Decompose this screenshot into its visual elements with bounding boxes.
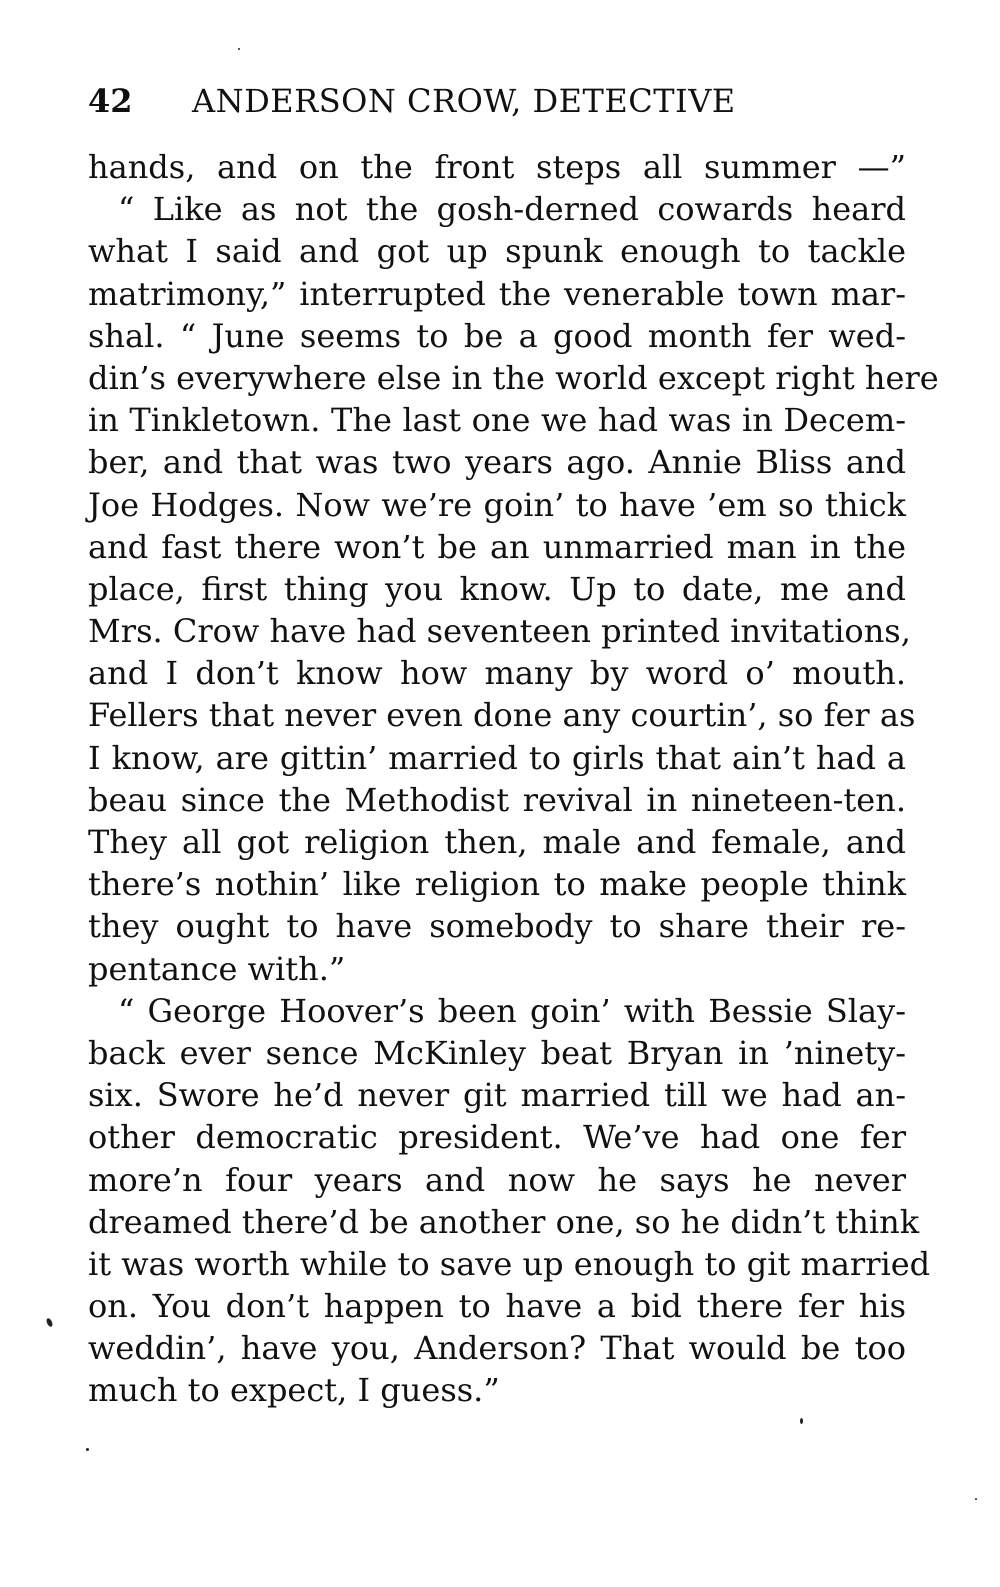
text-line: much to expect, I guess.” — [88, 1371, 500, 1410]
text-line: more’n four years and now he says he never — [88, 1160, 906, 1199]
scan-speck — [238, 48, 240, 50]
text-line: on. You don’t happen to have a bid there fer his — [88, 1287, 906, 1326]
text-line: weddin’, have you, Anderson? That would be too — [88, 1329, 906, 1368]
scan-speck — [86, 1448, 89, 1451]
text-line: and I don’t know how many by word o’ mouth. — [88, 654, 906, 693]
text-line: They all got religion then, male and female, and — [88, 823, 906, 861]
body-text — [88, 146, 939, 1412]
text-line: there’s nothin’ like religion to make people think — [88, 865, 906, 904]
text-line: pentance with.” — [88, 949, 346, 988]
text-line: hands, and on the front steps all summer —” — [88, 148, 906, 186]
text-line: I know, are gittin’ married to girls that ain’t had a — [88, 738, 906, 777]
text-line: Fellers that never even done any courtin’, so fer as — [88, 696, 916, 735]
text-line: six. Swore he’d never git married till we had an- — [88, 1076, 906, 1115]
text-line: and fast there won’t be an unmarried man in the — [88, 527, 906, 566]
text-line: dreamed there’d be another one, so he didn’t think — [88, 1202, 920, 1241]
text-line: beau since the Methodist revival in nineteen-ten. — [88, 780, 906, 819]
text-line: it was worth while to save up enough to git married — [88, 1244, 931, 1283]
text-line: in Tinkletown. The last one we had was in Decem- — [88, 401, 906, 440]
text-line: “ George Hoover’s been goin’ with Bessie Slay- — [118, 991, 906, 1030]
text-line: “ Like as not the gosh-derned cowards heard — [118, 190, 906, 229]
text-line: back ever sence McKinley beat Bryan in ’ninety- — [88, 1033, 906, 1072]
text-line: ber, and that was two years ago. Annie Bliss and — [88, 443, 906, 482]
running-title: ANDERSON CROW, DETECTIVE — [192, 82, 736, 120]
text-line: what I said and got up spunk enough to tackle — [88, 232, 906, 271]
text-line: other democratic president. We’ve had one fer — [88, 1118, 906, 1157]
page-number: 42 — [88, 82, 133, 120]
running-head — [88, 76, 908, 126]
text-line: din’s everywhere else in the world except right here — [88, 358, 939, 397]
scan-speck — [975, 1498, 977, 1500]
text-line: matrimony,” interrupted the venerable town mar- — [88, 274, 906, 313]
text-line: they ought to have somebody to share their re- — [88, 907, 906, 946]
text-line: shal. “ June seems to be a good month fer wed- — [88, 316, 906, 355]
text-line: place, first thing you know. Up to date, me and — [88, 569, 906, 608]
text-line: Joe Hodges. Now we’re goin’ to have ’em so thick — [88, 485, 906, 524]
scan-speck — [800, 1418, 803, 1424]
text-line: Mrs. Crow have had seventeen printed invitations, — [88, 612, 911, 651]
scan-speck — [45, 1317, 53, 1327]
